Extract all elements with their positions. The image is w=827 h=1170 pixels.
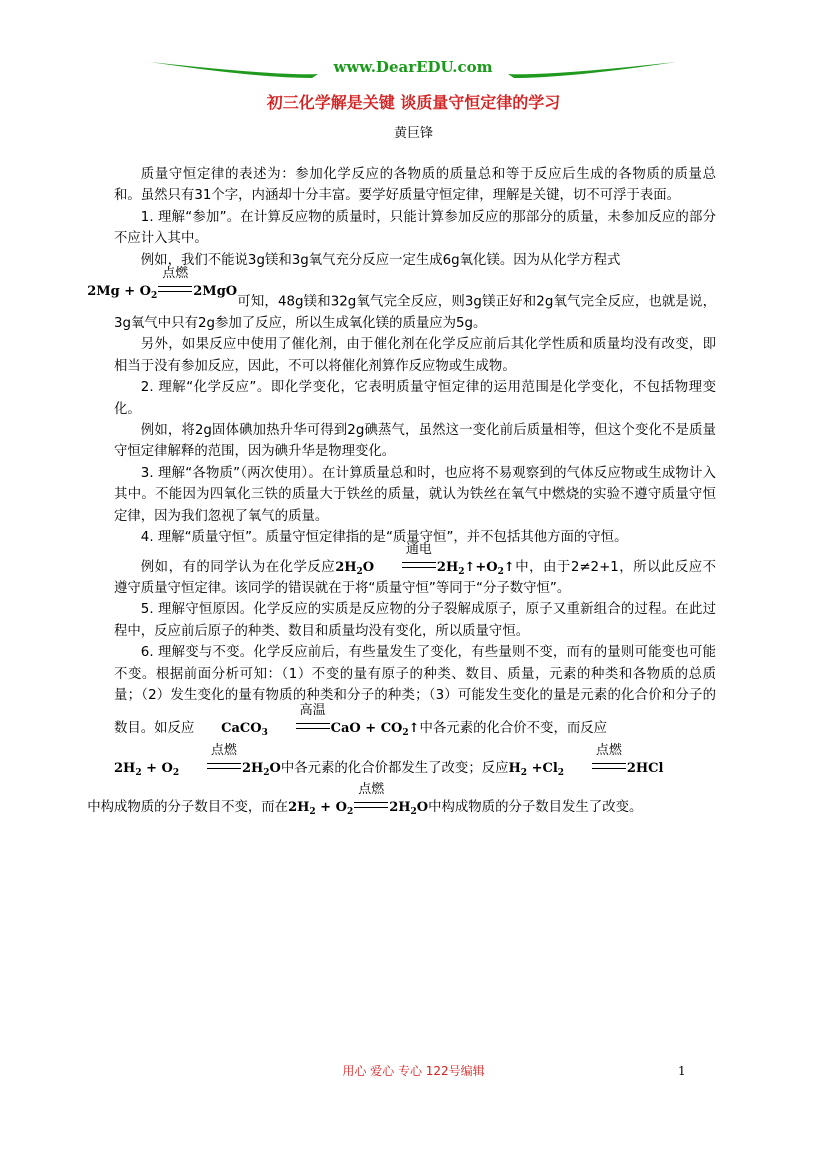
header-banner (148, 56, 678, 86)
equation-hcl: $H_2 +Cl_2$ 点燃 2HCl (508, 742, 664, 778)
paragraph: 1. 理解“参加”。在计算反应物的质量时，只能计算参加反应的那部分的质量，未参加反应的部分不应计入其中。 (114, 209, 716, 247)
page-number: 1 (678, 1064, 686, 1078)
paragraph: 4. 理解“质量守恒”。质量守恒定律指的是“质量守恒”，并不包括其他方面的守恒。 (140, 530, 628, 546)
site-name: www.DearEDU.com (333, 58, 493, 76)
equation-caco3: CaCO$_3$ 高温 CaO + $CO_2↑$ (221, 703, 420, 739)
article-body (87, 164, 717, 819)
paragraph: 3. 理解“各物质”（两次使用）。在计算质量总和时，也应将不易观察到的气体反应物或生成物计入其中。不能因为四氧化三铁的质量大于铁丝的质量，就认为铁丝在氧气中燃烧的实验不遵守质量守恒定律，因为我们忽视了氧气的质量。 (114, 465, 716, 524)
paragraph: 2. 理解“化学反应”。即化学变化，它表明质量守恒定律的运用范围是化学变化，不包括物理变化。 (114, 380, 716, 417)
paragraph: 例如，有的同学认为在化学反应$2H_2O$ 通电 $2H_2↑+O_2↑$中，由于2≠2+1，所以此反应不遵守质量守恒定律。该同学的错误就在于将“质量守恒”等同于“分子数守恒”。 (114, 541, 717, 596)
document-title: 初三化学解是关键 谈质量守恒定律的学习 (266, 93, 561, 112)
paragraph: 5. 理解守恒原因。化学反应的实质是反应物的分子裂解成原子，原子又重新组合的过程。在此过程中，反应前后原子的种类、数目和质量均没有变化，所以质量守恒。 (114, 602, 716, 639)
paragraph: 例如，将2g固体碘加热升华可得到2g碘蒸气，虽然这一变化前后质量相等，但这个变化不是质量守恒定律解释的范围，因为碘升华是物理变化。 (114, 423, 716, 460)
equation-h2-o2: $2H_2 + O_2$ 点燃 $2H_2O$ (114, 742, 281, 778)
equation-mg: $2Mg + O_2$ 点燃 2MgO (87, 266, 238, 302)
footer-text: 用心 爱心 专心 122号编辑 (342, 1064, 485, 1078)
paragraph: 例如，我们不能说3g镁和3g氧气充分反应一定生成6g氧化镁。因为从化学方程式 $2Mg + O_2$ 点燃 2MgO可知，48g镁和32g氧气完全反应，则3g镁正好和2g氧气完全反应，也就是说，3g氧气中只有2g参加了反应，所以生成氧化镁的质量应为5g。 (87, 252, 716, 332)
document-author: 黄巨锋 (393, 126, 433, 141)
paragraph: 另外，如果反应中使用了催化剂，由于催化剂在化学反应前后其化学性质和质量均没有改变，即相当于没有参加反应，因此，不可以将催化剂算作反应物或生成物。 (114, 337, 716, 374)
paragraph: 质量守恒定律的表述为：参加化学反应的各物质的质量总和等于反应后生成的各物质的质量总和。虽然只有31个字，内涵却十分丰富。要学好质量守恒定律，理解是关键，切不可浮于表面。 (114, 167, 716, 204)
equation-h2-o2-2: $2H_2 + O_2$ 点燃 $2H_2O$ (288, 782, 429, 818)
paragraph: 6. 理解变与不变。化学反应前后，有些量发生了变化，有些量则不变，而有的量则可能变也可能不变。根据前面分析可知：（1）不变的量有原子的种类、数目、质量，元素的种类和各物质的总质量；（2）发生变化的量有物质的种类和分子的种类；（3）可能发生变化的量是元素的化合价和分子的数目。如反应 CaCO$_3$ 高温 CaO + $CO_2↑$中各元素的化合价不变，而反应 $2H_2 + O_2$ 点燃 $2H_2O$中各元素的化合价都发生了改变；反应$H_2 +Cl_2$ 点燃 2HCl 中构成物质的分子数目不变，而在$2H_2 + O_2$ 点燃 $2H_2O$中构成物质的分子数目发生了改变。 (87, 645, 716, 818)
equation-h2o: $2H_2O$ 通电 $2H_2↑+O_2↑$ (335, 541, 515, 577)
